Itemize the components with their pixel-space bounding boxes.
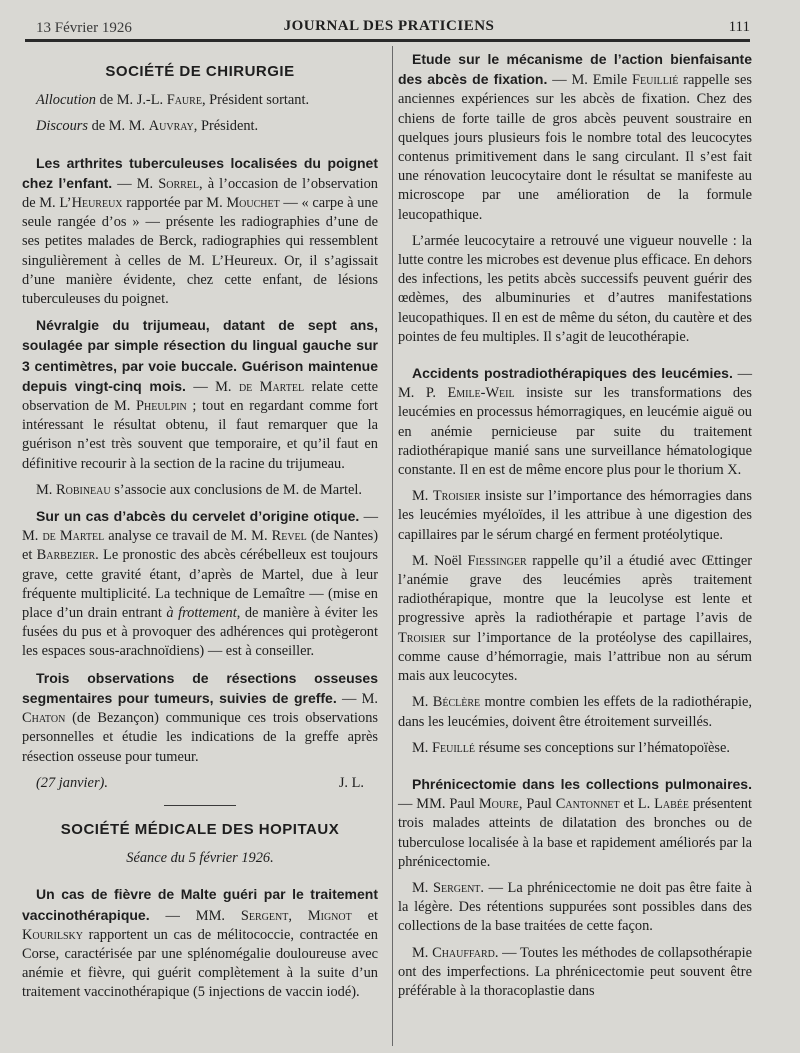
author-name: Troisier [432,488,481,505]
text-span: M. [36,481,56,498]
author-name: Labée [654,796,689,813]
author-name: Chauffard [432,944,495,961]
text-span: analyse ce travail de M. M. [104,528,272,545]
italic-phrase: à frottement [166,605,237,622]
author-name: Chaton [22,710,66,727]
right-column [398,50,752,1008]
text-span: — M. [336,690,379,707]
article-fievre-malte [22,885,378,1002]
text-span: , Président sortant. [201,92,310,109]
text-span: rapportée par M. [122,195,227,212]
author-name: Feuillié [632,72,679,89]
article-nevralgie [22,316,378,474]
article-abces-fixation-p2: L’armée leucocytaire a retrouvé une vigueur nouvelle : la lutte contre les microbes est devenue plus efficace. En dehors des infections, les petits abcès successifs peuvent guérir des œdèmes, des albuminuries et d’autres manifestations leucopathiques. Il en est de même du séton, du cautère et des pointes de feu multiples. Il s’agit de leucothérapie. [398,232,752,345]
section-title-medicale: SOCIÉTÉ MÉDICALE DES HOPITAUX [60,820,340,838]
author-name: Auvray [148,118,194,135]
article-leucemies-feuille [398,739,752,758]
text-span: — « carpe à une seule rangée d’os » — présente les radiographies d’une de ses petites malades de Berck, radiographies qui ressemblent singulièrement à celles de M. L’Heureux. Or, il s’agissait d’une manière évidente, chez cette enfant, de lésions tuberculeuses du poignet. [22,195,378,308]
article-phrenicectomie-chauffard [398,944,752,1002]
author-name: Fiessinger [467,552,527,569]
left-column [22,50,378,1010]
author-name: Mignot [307,907,352,924]
author-name: L’Heureux [59,195,123,212]
author-name: Sorrel [158,175,200,192]
article-arthrites [22,154,378,310]
text-span: insiste sur l’importance des hémorragies dans les leucémies myéloïdes, il les attribue à une digestion des capillaires par le sérum chargé en ferment protéolytique. [398,488,752,543]
author-name: Cantonnet [555,796,620,813]
journal-title: JOURNAL DES PRATICIENS [283,18,495,34]
text-span: s’associe aux conclusions de M. de Martel. [110,481,362,498]
section-separator [164,805,236,806]
spacer [398,354,752,364]
header-rule [25,39,750,42]
text-span: rapportent un cas de mélitococcie, contractée en Corse, caractérisée par une splénomégalie douloureuse avec anémie et fièvre, qui guérit complètement à la suite d’un traitement vaccinothérapique (5 injections de vaccin iodé). [22,926,378,1001]
text-span: . Le pronostic des abcès cérébelleux est toujours grave, cette gravité étant, d’après de Martel, due à leur fréquente multiplicité. La technique de Lemaître — (mise en place d’un drain entrant [22,547,379,622]
text-span: , à l’occasion de l’observation de M. [22,175,378,212]
allocution-label: Allocution [36,92,96,109]
spacer [22,144,378,154]
author-name: Béclère [432,694,481,711]
text-span: et L. [619,796,655,813]
article-heading: Névralgie du trijumeau, datant de sept ans, soulagée par simple résection du lingual gauche sur 3 centimètres, par voie buccale. Guérison maintenue depuis vingt-cinq mois. [22,317,378,394]
author-name: Faure [166,92,202,109]
text-span: . — Toutes les méthodes de collapsothérapie ont des imperfections. La phrénicectomie peut souvent être préférable à la thoracoplastie dans [398,944,752,999]
author-name: de Martel [42,528,105,545]
author-name: Robineau [56,481,111,498]
text-span: — MM. Paul [398,796,479,813]
column-divider [392,46,393,1046]
text-span: ; tout en regardant comme fort intéressant le résultat obtenu, il faut remarquer que la guérison n’est très souvent que temporaire, et qu’il faut en définitive recourir à la section de la racine du trijumeau. [22,398,378,472]
article-leucemies [398,364,752,480]
text-span: , Paul [518,796,556,813]
author-name: Pheulpin [136,398,187,415]
text-span: insiste sur les transformations des leucémies en processus hémorragiques, en leucémie aiguë ou en anémie pernicieuse par suite du traitement radiothérapique manié sans une surveillance hématologique constante. Il en est de même encore plus pour le thorium X. [398,385,753,479]
author-name: Kourilsky [22,926,83,943]
text-span: — M. P. [398,366,752,402]
author-name: Revel [271,528,307,545]
author-name: Barbezier [36,547,96,564]
article-phrenicectomie-sergent [398,879,752,937]
article-leucemies-beclere [398,693,752,731]
text-span: M. Noël [412,552,468,569]
text-span: (de Nantes) et [22,528,378,564]
article-heading: Phrénicectomie dans les collections pulmonaires. [412,775,752,792]
article-heading: Trois observations de résections osseuses segmentaires pour tumeurs, suivies de greffe. [22,669,378,706]
author-name: Feuillé [432,739,475,756]
text-span: (de Bezançon) communique ces trois observations personnelles et étudie les indications de la greffe après résection osseuse pour tumeur. [22,710,378,765]
article-heading: Sur un cas d’abcès du cervelet d’origine otique. [36,508,360,525]
article-abces-cervelet [22,507,378,662]
text-span: résume ses conceptions sur l’hématopoïèse. [475,739,730,756]
discours-label: Discours [36,118,88,135]
signature-line [22,774,378,793]
text-span: — M. Emile [547,72,632,89]
article-leucemies-fiessinger [398,552,752,686]
discours-line [22,117,378,136]
author-name: Sergent [240,907,289,924]
author-name: Emile-Weil [447,385,515,402]
article-heading: Un cas de fièvre de Malte guéri par le traitement vaccinothérapique. [22,886,378,923]
article-heading: Les arthrites tuberculeuses localisées du poignet chez l’enfant. [22,154,378,191]
text-span: sur l’importance de la protéolyse des capillaires, comme cause d’hémorragie, mais l’attribue non au sérum mais aux leucocytes. [398,629,752,685]
allocution-line [22,91,378,110]
author-name: Sergent [432,879,481,896]
spacer [22,875,378,885]
article-heading: Accidents postradiothérapiques des leucémies. [412,365,733,382]
text-span: — M. [22,509,378,545]
running-header [28,16,750,40]
text-span: M. [412,694,433,711]
text-span: montre combien les effets de la radiothérapie, dans les leucémies, doivent être étroitement surveillés. [398,694,753,730]
text-span: et [351,907,378,924]
text-span: M. [412,488,433,505]
text-span: M. [412,879,433,896]
signature-date: (27 janvier). [36,774,108,791]
text-span: relate cette observation de M. [22,378,378,415]
text-span: , [288,907,308,924]
seance-date: Séance du 5 février 1926. [126,850,274,867]
text-span: — M. [112,175,159,192]
author-name: Moure [478,796,519,813]
text-span: de M. M. [87,118,149,135]
author-name: de Martel [238,378,305,395]
article-resections [22,669,378,767]
author-name: Mouchet [226,195,280,212]
text-span: rappelle qu’il a étudié avec Œttinger l’anémie grave des leucémies après traitement radiothérapique, montre que la leucolyse est lente et progressive après la radiothérapie et partage l’avis de [398,552,752,627]
spacer [398,765,752,775]
issue-date: 13 Février 1926 [36,20,132,36]
signature-initials: J. L. [338,774,364,791]
article-abces-fixation [398,50,752,225]
text-span: M. [412,944,433,961]
text-span: — MM. [149,907,241,924]
text-span: , Président. [193,118,259,135]
author-name: Troisier [398,629,446,646]
article-nevralgie-comment [22,481,378,500]
article-heading: Etude sur le mécanisme de l’action bienfaisante des abcès de fixation. [398,51,752,88]
text-span: . — La phrénicectomie ne doit pas être faite à la légère. Des rétentions suppurées sont possibles dans des collections de la base traitées de cette façon. [398,879,752,935]
text-span: rappelle ses anciennes expériences sur les abcès de fixation. Chez des chiens de forte taille de gros abcès peuvent soustraire en quelques jours plusieurs fois le nombre total des leucocytes contenus primitivement dans le sang circulant. Il s’est fait une rénovation leucocytaire dont le résultat se manifeste au microscope par une amélioration de la formule leucopathique. [398,72,753,223]
text-span: , de manière à éviter les fusées du pus et à provoquer des adhérences qui protègeront les espaces sous-arachnoïdiens) — est à conseiller. [22,605,378,660]
text-span: M. [412,739,432,756]
page-number: 111 [728,19,750,35]
article-leucemies-troisier [398,487,752,545]
text-span: — M. [185,378,239,395]
article-phrenicectomie [398,775,752,872]
text-span: présentent trois malades atteints de dilatation des bronches ou de tuberculose localisée à la base et rapidement améliorés par la phrénicectomie. [398,796,752,870]
section-title-chirurgie: SOCIÉTÉ DE CHIRURGIE [105,63,295,80]
text-span: de M. J.-L. [95,92,167,109]
